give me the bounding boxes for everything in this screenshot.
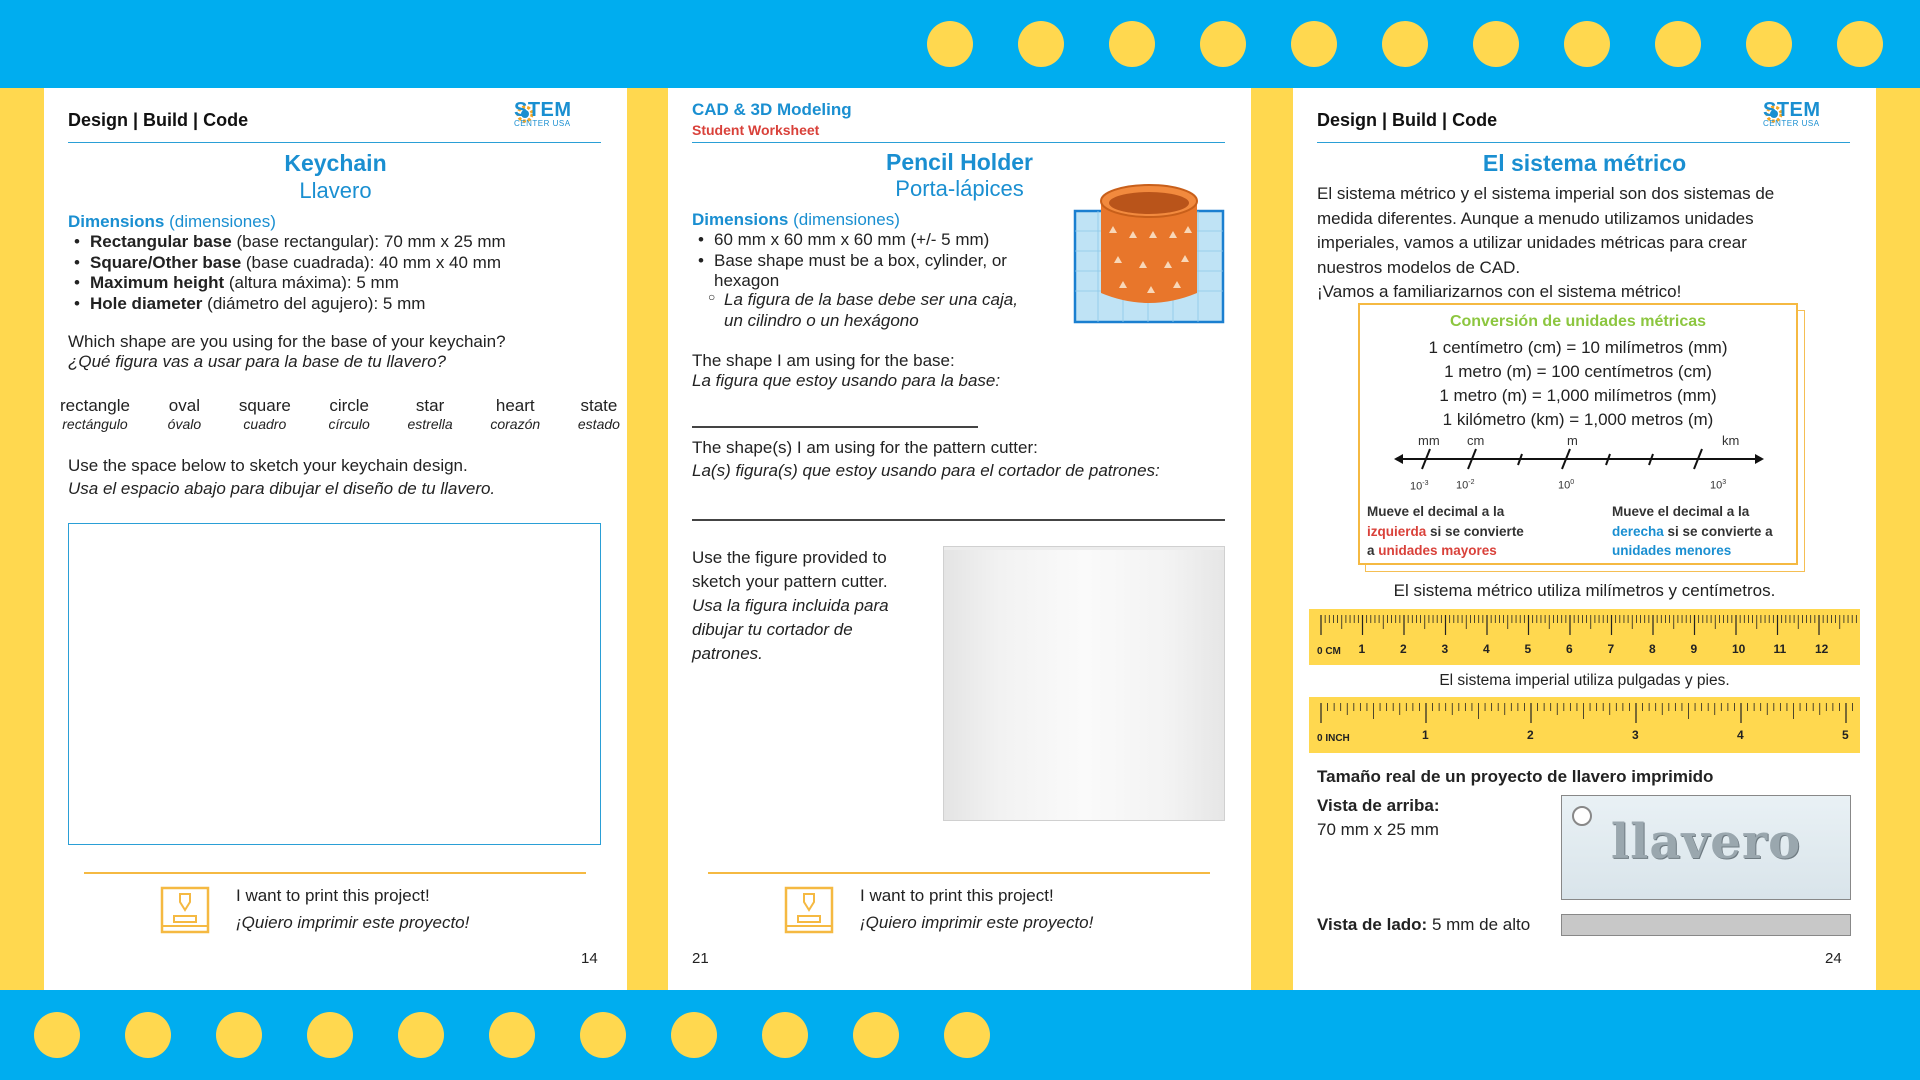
- decorative-dot: [1291, 21, 1337, 67]
- list-item: • Maximum height (altura máxima): 5 mm: [68, 273, 506, 294]
- logo-name: STEM: [514, 99, 572, 121]
- page-title: El sistema métrico: [1482, 150, 1687, 176]
- stem-logo: [514, 99, 572, 128]
- right-conversion-note: Mueve el decimal a la derecha si se convierte a unidades menores: [1612, 504, 1773, 558]
- sketch-prompt: Use the space below to sketch your keychain design.: [68, 456, 468, 475]
- conversion-list: 1 centímetro (cm) = 10 milímetros (mm) 1 metro (m) = 100 centímetros (cm) 1 metro (m) = 1,000 milímetros (mm) 1 kilómetro (km) = 1,000 metros (m): [1428, 338, 1728, 429]
- answer-line-cutter[interactable]: [692, 519, 1225, 521]
- axis-unit: m: [1567, 433, 1578, 448]
- conversion-title: Conversión de unidades métricas: [1449, 313, 1707, 330]
- decorative-dot: [489, 1012, 535, 1058]
- list-item: • Rectangular base (base rectangular): 70 mm x 25 mm: [68, 232, 506, 253]
- decorative-dot: [1018, 21, 1064, 67]
- decorative-dot: [34, 1012, 80, 1058]
- divider-line: [708, 872, 1210, 874]
- decorative-dot: [125, 1012, 171, 1058]
- page-title: Keychain: [284, 150, 387, 176]
- list-item: • 60 mm x 60 mm x 60 mm (+/- 5 mm): [692, 230, 1022, 251]
- decorative-dot: [398, 1012, 444, 1058]
- dimensions-label: Dimensions: [68, 212, 165, 231]
- decorative-dot: [1564, 21, 1610, 67]
- base-question-es: ¿Qué figura vas a usar para la base de tu llavero?: [68, 352, 446, 371]
- cutter-question-es: La(s) figura(s) que estoy usando para el cortador de patrones:: [692, 461, 1160, 480]
- axis-unit: km: [1722, 433, 1740, 448]
- shape-option[interactable]: heart corazón: [490, 396, 541, 432]
- decorative-dot: [944, 1012, 990, 1058]
- 3d-printer-icon: [160, 886, 210, 934]
- ruler-number: 2: [1400, 642, 1407, 656]
- decorative-dot: [580, 1012, 626, 1058]
- top-banner: [0, 0, 1920, 88]
- ruler-number: 7: [1607, 642, 1615, 656]
- page-pencil-holder: [668, 88, 1251, 990]
- print-request-es: ¡Quiero imprimir este proyecto!: [236, 913, 470, 932]
- sketch-prompt-es: Usa el espacio abajo para dibujar el diseño de tu llavero.: [68, 479, 496, 498]
- decorative-dot: [762, 1012, 808, 1058]
- page-keychain: [44, 88, 627, 990]
- decorative-dot: [1109, 21, 1155, 67]
- list-item: • Hole diameter (diámetro del agujero): 5 mm: [68, 294, 506, 315]
- axis-unit: cm: [1467, 433, 1485, 448]
- ruler-number: 11: [1773, 642, 1787, 656]
- top-view-label: Vista de arriba:: [1317, 796, 1440, 815]
- ruler-number: 5: [1842, 728, 1849, 742]
- axis-unit: mm: [1418, 433, 1440, 448]
- dimensions-list: [692, 230, 1022, 292]
- ruler-number: 8: [1649, 642, 1656, 656]
- ruler-number: 1: [1358, 642, 1366, 656]
- stem-logo: STEM CENTER USA: [1763, 99, 1821, 128]
- axis-power: $10^3$: [1710, 479, 1727, 492]
- answer-line-base[interactable]: [692, 426, 978, 428]
- dimensions-heading: Dimensions (dimensiones): [692, 210, 900, 229]
- page-subtitle: Llavero: [299, 178, 372, 203]
- ruler-number: 12: [1815, 642, 1829, 656]
- ruler-number: 1: [1422, 728, 1429, 742]
- shape-options: [60, 396, 620, 432]
- list-item: • Square/Other base (base cuadrada): 40 mm x 40 mm: [68, 253, 506, 274]
- ruler-number: 3: [1632, 728, 1639, 742]
- base-question: Which shape are you using for the base of your keychain?: [68, 332, 506, 351]
- page-number: 14: [581, 950, 598, 967]
- imperial-ruler-ticks: [1309, 697, 1860, 753]
- logo-sub: CENTER USA: [514, 119, 571, 128]
- decorative-dot: [1200, 21, 1246, 67]
- ruler-number: 3: [1441, 642, 1449, 656]
- ruler-number: 5: [1524, 642, 1532, 656]
- page-title: Pencil Holder: [886, 149, 1033, 175]
- worksheet-subtitle: Student Worksheet: [692, 122, 820, 138]
- dimensions-heading: [68, 212, 276, 233]
- metric-number-line: [1394, 433, 1764, 493]
- shape-option[interactable]: square cuadro: [238, 396, 291, 432]
- dimensions-list: [68, 232, 506, 315]
- figure-instructions: Use the figure provided to sketch your pattern cutter. Usa la figura incluida para dibujar tu cortador de patrones.: [692, 548, 889, 663]
- decorative-dot: [1837, 21, 1883, 67]
- decorative-dot: [307, 1012, 353, 1058]
- real-size-heading: Tamaño real de un proyecto de llavero imprimido: [1317, 767, 1714, 786]
- list-item: • Base shape must be a box, cylinder, or hexagon: [692, 251, 1022, 292]
- shape-option[interactable]: circle círculo: [328, 396, 370, 432]
- imperial-caption: El sistema imperial utiliza pulgadas y pies.: [1439, 672, 1730, 689]
- print-request: I want to print this project!: [860, 886, 1054, 905]
- page-number: 24: [1825, 950, 1842, 967]
- imperial-ruler-label: 0 INCH: [1317, 733, 1350, 744]
- metric-ruler: [1309, 609, 1860, 665]
- ruler-number: 10: [1732, 642, 1746, 656]
- header-divider: [692, 142, 1225, 143]
- decorative-dot: [1746, 21, 1792, 67]
- print-request: I want to print this project!: [236, 886, 430, 905]
- shape-option[interactable]: rectangle rectángulo: [60, 396, 130, 432]
- shape-option[interactable]: state estado: [577, 396, 620, 432]
- keychain-top-view: [1561, 795, 1851, 900]
- header-label: Design | Build | Code: [68, 110, 249, 130]
- ruler-number: 4: [1483, 642, 1490, 656]
- metric-ruler-label: 0 CM: [1317, 646, 1341, 657]
- axis-power: $10^{-2}$: [1456, 479, 1475, 492]
- sketch-area[interactable]: [68, 523, 601, 845]
- worksheet-title: CAD & 3D Modeling: [692, 100, 852, 119]
- shape-option[interactable]: star estrella: [407, 396, 453, 432]
- sub-bullet: ○ La figura de la base debe ser una caja, un cilindro o un hexágono: [708, 290, 1018, 330]
- keychain-text: llavero: [1610, 814, 1802, 870]
- cutter-question: The shape(s) I am using for the pattern cutter:: [692, 438, 1038, 457]
- dimensions-label-es: (dimensiones): [169, 212, 276, 231]
- ruler-number: 2: [1527, 728, 1534, 742]
- header-divider: [1317, 142, 1850, 143]
- keychain-side-view: [1561, 914, 1851, 936]
- decorative-dot: [853, 1012, 899, 1058]
- cylinder-template-figure[interactable]: [943, 546, 1225, 821]
- metric-caption: El sistema métrico utiliza milímetros y centímetros.: [1393, 581, 1776, 600]
- header-divider: [68, 142, 601, 143]
- base-shape-question: The shape I am using for the base:: [692, 351, 955, 370]
- decorative-dot: [1655, 21, 1701, 67]
- header-label: Design | Build | Code: [1317, 110, 1498, 130]
- decorative-dot: [671, 1012, 717, 1058]
- decorative-dot: [1473, 21, 1519, 67]
- base-shape-question-es: La figura que estoy usando para la base:: [692, 371, 1001, 390]
- intro-text: El sistema métrico y el sistema imperial son dos sistemas de medida diferentes. Aunque a menudo utilizamos unidades imperiales, vamos a utilizar unidades métricas para crear nuestros modelos de CAD. ¡Vamos a familiarizarnos con el sistema métrico!: [1317, 184, 1775, 301]
- shape-option[interactable]: oval óvalo: [167, 396, 202, 432]
- print-request-es: ¡Quiero imprimir este proyecto!: [860, 913, 1094, 932]
- conversion-box: [1358, 303, 1798, 565]
- top-view-dimensions: 70 mm x 25 mm: [1317, 820, 1439, 839]
- page-number: 21: [692, 950, 709, 967]
- bottom-banner: [0, 990, 1920, 1080]
- ruler-number: 4: [1737, 728, 1744, 742]
- decorative-dot: [1382, 21, 1428, 67]
- axis-power: $10^0$: [1558, 479, 1575, 492]
- decorative-dot: [216, 1012, 262, 1058]
- pencil-holder-3d-image: [1073, 181, 1225, 324]
- 3d-printer-icon: [784, 886, 834, 934]
- imperial-ruler: [1309, 697, 1860, 753]
- metric-ruler-ticks: [1309, 609, 1860, 665]
- axis-power: $10^{-3}$: [1410, 480, 1429, 493]
- decorative-dot: [927, 21, 973, 67]
- side-view: Vista de lado: 5 mm de alto: [1317, 915, 1531, 934]
- ruler-number: 9: [1690, 642, 1698, 656]
- divider-line: [84, 872, 586, 874]
- ruler-number: 6: [1566, 642, 1573, 656]
- page-metric-system: [1293, 88, 1876, 990]
- left-conversion-note: Mueve el decimal a la izquierda si se convierte a unidades mayores: [1367, 504, 1524, 558]
- page-subtitle: Porta-lápices: [895, 176, 1024, 201]
